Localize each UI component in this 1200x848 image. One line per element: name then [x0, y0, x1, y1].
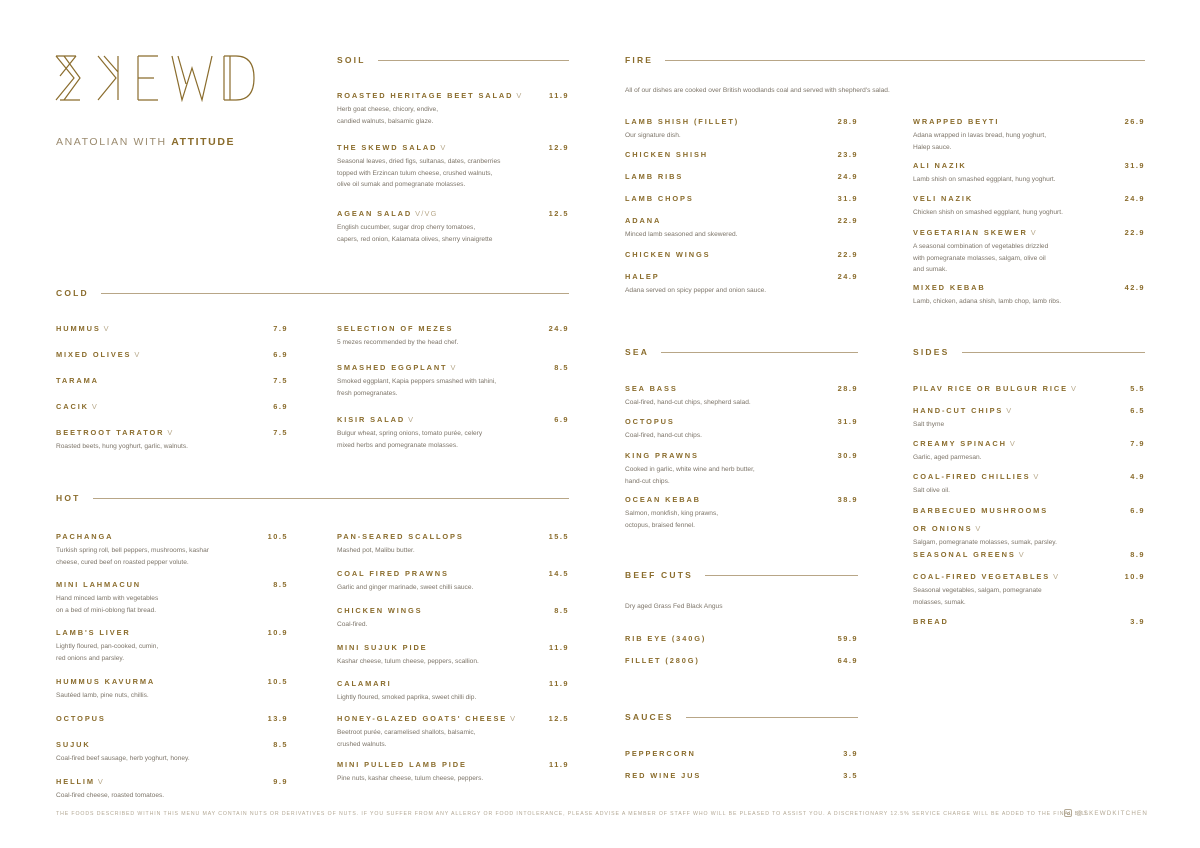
menu-item-beef	[625, 628, 858, 646]
fire-intro: All of our dishes are cooked over British woodlands coal and served with shepherd's salad.	[625, 87, 890, 94]
item-description: Minced lamb seasoned and skewered.	[625, 231, 738, 238]
item-price: 6.5	[1130, 406, 1145, 415]
item-price: 13.9	[267, 714, 288, 723]
item-price: 11.9	[549, 679, 569, 688]
section-sauces: SAUCES	[625, 711, 858, 723]
item-description: Turkish spring roll, bell peppers, mushrooms, kashar cheese, cured beef on roasted pepper volute.	[56, 547, 209, 566]
dietary-tag: V	[1030, 228, 1037, 237]
menu-item-fire-left	[625, 144, 858, 162]
item-price: 5.5	[1130, 384, 1145, 393]
item-price: 28.9	[837, 117, 858, 126]
menu-item-fire-left	[625, 244, 858, 262]
item-description: Beetroot purée, caramelised shallots, balsamic, crushed walnuts.	[337, 729, 476, 748]
menu-item-fire-left	[625, 111, 858, 142]
item-name: MINI SUJUK PIDE	[337, 643, 428, 652]
item-name: FILLET (280G)	[625, 656, 700, 665]
dietary-tag: V	[1070, 384, 1078, 393]
menu-item-beef	[625, 650, 858, 668]
item-price: 12.5	[548, 714, 569, 723]
menu-item-hot-right	[337, 754, 569, 785]
item-price: 64.9	[837, 656, 858, 665]
item-description: Adana served on spicy pepper and onion sauce.	[625, 287, 767, 294]
dietary-tag: V	[408, 415, 415, 424]
menu-item-cold-right	[337, 409, 569, 451]
menu-item-sea	[625, 411, 858, 442]
dietary-tag: V	[1006, 406, 1013, 415]
item-description: Pine nuts, kashar cheese, tulum cheese, peppers.	[337, 775, 484, 782]
item-price: 7.5	[273, 428, 288, 437]
item-name: HUMMUS	[56, 324, 101, 333]
menu-item-sides	[913, 378, 1145, 396]
item-price: 6.9	[273, 402, 288, 411]
item-name: ADANA	[625, 216, 662, 225]
item-description: Salt thyme	[913, 421, 945, 428]
item-name: HUMMUS KAVURMA	[56, 677, 156, 686]
item-name: BEETROOT TARATOR	[56, 428, 165, 437]
item-price: 6.9	[554, 415, 569, 424]
item-name: AGEAN SALAD	[337, 209, 413, 218]
item-name: PEPPERCORN	[625, 749, 696, 758]
item-name: COAL FIRED PRAWNS	[337, 569, 449, 578]
item-name: HELLIM	[56, 777, 95, 786]
item-price: 11.9	[549, 643, 569, 652]
item-name: CALAMARI	[337, 679, 392, 688]
item-price: 59.9	[837, 634, 858, 643]
menu-item-fire-right	[913, 188, 1145, 219]
menu-item-soil	[337, 137, 569, 191]
item-price: 7.9	[273, 324, 288, 333]
item-price: 11.9	[549, 91, 569, 100]
item-price: 9.9	[273, 777, 288, 786]
item-name: LAMB'S LIVER	[56, 628, 131, 637]
item-description: English cucumber, sugar drop cherry tomatoes, capers, red onion, Kalamata olives, sherry vinaigrette	[337, 224, 493, 243]
item-description: Coal-fired, hand-cut chips.	[625, 432, 702, 439]
menu-item-fire-left	[625, 266, 858, 297]
menu-item-cold-left	[56, 318, 288, 336]
item-price: 14.5	[548, 569, 569, 578]
menu-item-cold-left	[56, 422, 288, 453]
menu-item-fire-right	[913, 277, 1145, 308]
item-price: 31.9	[837, 417, 858, 426]
menu-item-sides	[913, 611, 1145, 629]
dietary-tag: V	[91, 402, 99, 411]
menu-item-fire-right	[913, 155, 1145, 186]
item-description: Bulgur wheat, spring onions, tomato purée, celery mixed herbs and pomegranate molasses.	[337, 430, 483, 449]
menu-item-fire-left	[625, 188, 858, 206]
item-name: ALI NAZIK	[913, 161, 967, 170]
dietary-tag: V	[1009, 439, 1016, 448]
menu-item-fire-left	[625, 166, 858, 184]
item-price: 10.9	[267, 628, 288, 637]
item-description: Coal-fired, hand-cut chips, shepherd salad.	[625, 399, 751, 406]
menu-item-cold-left	[56, 344, 288, 362]
item-name: MIXED OLIVES	[56, 350, 132, 359]
item-description: Sautéed lamb, pine nuts, chillis.	[56, 692, 149, 699]
item-name: KING PRAWNS	[625, 451, 699, 460]
item-name: SELECTION OF MEZES	[337, 324, 454, 333]
item-description: Seasonal vegetables, salgam, pomegranate molasses, sumak.	[913, 587, 1042, 606]
item-price: 6.9	[1130, 506, 1145, 515]
menu-item-hot-right	[337, 526, 569, 557]
dietary-tag: V	[510, 714, 517, 723]
dietary-tag: V	[134, 350, 141, 359]
item-description: Lamb shish on smashed eggplant, hung yoghurt.	[913, 176, 1056, 183]
item-price: 8.5	[554, 363, 569, 372]
menu-item-sauces	[625, 765, 858, 783]
item-price: 28.9	[837, 384, 858, 393]
item-price: 26.9	[1124, 117, 1145, 126]
item-price: 8.5	[273, 740, 288, 749]
item-description: Seasonal leaves, dried figs, sultanas, dates, cranberries topped with Erzincan tulum cheese, crushed walnuts, olive oil sumak and pomegranate molasses.	[337, 158, 501, 188]
item-name: PAN-SEARED SCALLOPS	[337, 532, 464, 541]
item-name: MINI PULLED LAMB PIDE	[337, 760, 467, 769]
item-description: Garlic and ginger marinade, sweet chilli sauce.	[337, 584, 474, 591]
dietary-tag: V	[440, 143, 447, 152]
dietary-tag: V	[1053, 572, 1060, 581]
item-description: Smoked eggplant, Kapia peppers smashed with tahini, fresh pomegranates.	[337, 378, 497, 397]
menu-item-sides	[913, 433, 1145, 464]
menu-item-hot-left	[56, 708, 288, 726]
instagram-icon	[1064, 809, 1072, 817]
menu-item-hot-left	[56, 574, 288, 616]
menu-item-sides	[913, 500, 1145, 549]
skewd-logo	[54, 54, 258, 102]
section-soil: SOIL	[337, 54, 569, 66]
menu-item-sea	[625, 378, 858, 409]
item-name: BARBECUED MUSHROOMS	[913, 506, 1049, 515]
item-description: Lightly floured, smoked paprika, sweet chilli dip.	[337, 694, 477, 701]
item-price: 8.5	[554, 606, 569, 615]
item-price: 3.5	[843, 771, 858, 780]
item-price: 24.9	[548, 324, 569, 333]
item-name: THE SKEWD SALAD	[337, 143, 438, 152]
item-name: PACHANGA	[56, 532, 114, 541]
item-price: 10.5	[267, 532, 288, 541]
item-price: 6.9	[273, 350, 288, 359]
item-price: 3.9	[843, 749, 858, 758]
item-description: Our signature dish.	[625, 132, 681, 139]
item-name: OCTOPUS	[56, 714, 106, 723]
item-price: 12.9	[548, 143, 569, 152]
menu-item-hot-left	[56, 771, 288, 802]
item-name: LAMB RIBS	[625, 172, 684, 181]
item-name: BREAD	[913, 617, 949, 626]
menu-item-hot-left	[56, 622, 288, 664]
item-description: Coal-fired beef sausage, herb yoghurt, honey.	[56, 755, 190, 762]
menu-item-cold-right	[337, 318, 569, 349]
item-name: TARAMA	[56, 376, 99, 385]
item-price: 11.9	[549, 760, 569, 769]
menu-item-sides	[913, 466, 1145, 497]
item-name: CHICKEN WINGS	[625, 250, 711, 259]
item-price: 4.9	[1130, 472, 1145, 481]
item-price: 15.5	[548, 532, 569, 541]
item-name-line2: OR ONIONS	[913, 524, 973, 533]
allergy-note: THE FOODS DESCRIBED WITHIN THIS MENU MAY CONTAIN NUTS OR DERIVATIVES OF NUTS. IF YOU SUFFER FROM ANY ALLERGY OR FOOD INTOLERANCE, PLEASE ADVISE A MEMBER OF STAFF WHO WILL BE PLEASED TO ASSIST YOU. A DISCRETIONARY 12.5% SERVICE CHARGE WILL BE ADDED TO THE FINAL BILL.	[56, 811, 1092, 817]
menu-item-hot-left	[56, 671, 288, 702]
item-name: RIB EYE (340G)	[625, 634, 707, 643]
item-name: MIXED KEBAB	[913, 283, 986, 292]
item-description: Hand minced lamb with vegetables on a bed of mini-oblong flat bread.	[56, 595, 159, 614]
item-description: Lightly floured, pan-cooked, cumin, red onions and parsley.	[56, 643, 159, 662]
dietary-tag: V	[450, 363, 457, 372]
menu-item-cold-left	[56, 370, 288, 388]
dietary-tag: V	[975, 524, 982, 533]
menu-item-hot-right	[337, 708, 569, 750]
item-name: OCEAN KEBAB	[625, 495, 701, 504]
menu-item-fire-right	[913, 111, 1145, 153]
menu-item-soil	[337, 85, 569, 127]
item-name: SUJUK	[56, 740, 91, 749]
item-price: 24.9	[837, 272, 858, 281]
menu-item-sea	[625, 445, 858, 487]
item-name: OCTOPUS	[625, 417, 675, 426]
item-price: 38.9	[837, 495, 858, 504]
instagram-handle[interactable]: @SKEWDKITCHEN	[1064, 809, 1148, 817]
item-name: LAMB CHOPS	[625, 194, 694, 203]
section-cold: COLD	[56, 287, 569, 299]
item-name: CACIK	[56, 402, 89, 411]
menu-item-hot-right	[337, 637, 569, 668]
item-description: Roasted beets, hung yoghurt, garlic, walnuts.	[56, 443, 188, 450]
item-price: 3.9	[1130, 617, 1145, 626]
item-price: 22.9	[837, 216, 858, 225]
item-price: 31.9	[837, 194, 858, 203]
menu-item-sides	[913, 544, 1145, 562]
section-sea: SEA	[625, 346, 858, 358]
item-name: SMASHED EGGPLANT	[337, 363, 448, 372]
section-fire: FIRE	[625, 54, 1145, 66]
section-sides: SIDES	[913, 346, 1145, 358]
item-description: Salt olive oil.	[913, 487, 951, 494]
item-price: 8.5	[273, 580, 288, 589]
item-description: Garlic, aged parmesan.	[913, 454, 982, 461]
menu-item-hot-right	[337, 600, 569, 631]
menu-item-soil	[337, 203, 569, 245]
item-price: 7.9	[1130, 439, 1145, 448]
item-name: RED WINE JUS	[625, 771, 702, 780]
item-description: Coal-fired cheese, roasted tomatoes.	[56, 792, 165, 799]
item-description: Herb goat cheese, chicory, endive, candied walnuts, balsamic glaze.	[337, 106, 439, 125]
dietary-tag: V	[516, 91, 523, 100]
menu-item-cold-left	[56, 396, 288, 414]
beef-intro: Dry aged Grass Fed Black Angus	[625, 603, 723, 610]
item-price: 12.5	[548, 209, 569, 218]
menu-item-hot-right	[337, 673, 569, 704]
section-beef-cuts: BEEF CUTS	[625, 569, 858, 581]
item-description: Adana wrapped in lavas bread, hung yoghurt, Halep sauce.	[913, 132, 1047, 151]
item-name: HAND-CUT CHIPS	[913, 406, 1004, 415]
item-description: Coal-fired.	[337, 621, 368, 628]
item-price: 31.9	[1124, 161, 1145, 170]
dietary-tag: V	[167, 428, 174, 437]
item-price: 24.9	[837, 172, 858, 181]
item-name: PILAV RICE OR BULGUR RICE	[913, 384, 1068, 393]
item-price: 10.9	[1124, 572, 1145, 581]
item-name: COAL-FIRED CHILLIES	[913, 472, 1031, 481]
item-description: Salgam, pomegranate molasses, sumak, parsley.	[913, 539, 1057, 546]
item-description: Lamb, chicken, adana shish, lamb chop, lamb ribs.	[913, 298, 1062, 305]
item-name: HONEY-GLAZED GOATS' CHEESE	[337, 714, 508, 723]
item-name: CHICKEN WINGS	[337, 606, 423, 615]
item-name: COAL-FIRED VEGETABLES	[913, 572, 1051, 581]
item-price: 8.9	[1130, 550, 1145, 559]
item-name: VEGETARIAN SKEWER	[913, 228, 1028, 237]
menu-item-fire-right	[913, 222, 1145, 276]
menu-item-sides	[913, 400, 1145, 431]
dietary-tag: V	[1033, 472, 1040, 481]
menu-item-hot-left	[56, 734, 288, 765]
item-name: SEA BASS	[625, 384, 678, 393]
item-price: 10.5	[267, 677, 288, 686]
item-name: ROASTED HERITAGE BEET SALAD	[337, 91, 514, 100]
item-name: CREAMY SPINACH	[913, 439, 1007, 448]
item-description: Mashed pot, Malibu butter.	[337, 547, 415, 554]
menu-item-sea	[625, 489, 858, 531]
item-price: 30.9	[837, 451, 858, 460]
dietary-tag: V	[103, 324, 110, 333]
dietary-tag: V	[97, 777, 105, 786]
menu-item-fire-left	[625, 210, 858, 241]
item-name: MINI LAHMACUN	[56, 580, 142, 589]
item-name: WRAPPED BEYTI	[913, 117, 1000, 126]
item-name: CHICKEN SHISH	[625, 150, 709, 159]
item-price: 7.5	[273, 376, 288, 385]
section-hot: HOT	[56, 492, 569, 504]
item-name: KISIR SALAD	[337, 415, 406, 424]
item-name: SEASONAL GREENS	[913, 550, 1016, 559]
menu-item-hot-left	[56, 526, 288, 568]
item-name: LAMB SHISH (FILLET)	[625, 117, 740, 126]
item-description: Cooked in garlic, white wine and herb butter, hand-cut chips.	[625, 466, 755, 485]
item-name: VELI NAZIK	[913, 194, 974, 203]
menu-item-sauces	[625, 743, 858, 761]
item-name: HALEP	[625, 272, 660, 281]
dietary-tag: V/VG	[415, 209, 438, 218]
item-description: Kashar cheese, tulum cheese, peppers, scallion.	[337, 658, 479, 665]
item-description: Chicken shish on smashed eggplant, hung yoghurt.	[913, 209, 1063, 216]
item-price: 22.9	[837, 250, 858, 259]
item-description: Salmon, monkfish, king prawns, octopus, braised fennel.	[625, 510, 719, 529]
item-price: 23.9	[837, 150, 858, 159]
item-price: 22.9	[1124, 228, 1145, 237]
menu-item-hot-right	[337, 563, 569, 594]
item-price: 24.9	[1124, 194, 1145, 203]
menu-item-cold-right	[337, 357, 569, 399]
item-price: 42.9	[1124, 283, 1145, 292]
tagline: ANATOLIAN WITH ATTITUDE	[56, 136, 236, 148]
item-description: 5 mezes recommended by the head chef.	[337, 339, 459, 346]
dietary-tag: V	[1018, 550, 1025, 559]
item-description: A seasonal combination of vegetables drizzled with pomegranate molasses, salgam, olive oil and sumak.	[913, 243, 1049, 273]
menu-item-sides	[913, 566, 1145, 608]
